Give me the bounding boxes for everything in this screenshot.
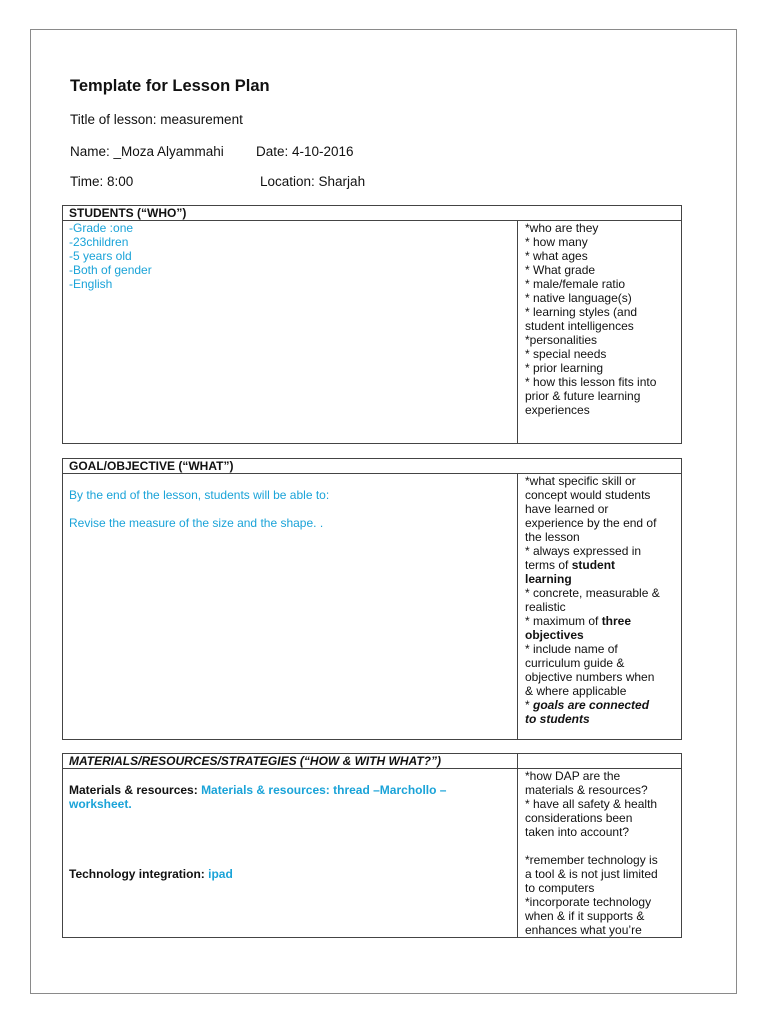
note-line: * what ages bbox=[525, 249, 588, 263]
goal-details bbox=[63, 474, 518, 740]
note-line: have learned or bbox=[525, 502, 609, 516]
note-line: * always expressed in bbox=[525, 544, 642, 558]
lesson-time: Time: 8:00 bbox=[70, 174, 134, 189]
technology-integration bbox=[69, 867, 517, 881]
note-line: a tool & is not just limited bbox=[525, 867, 658, 881]
note-line: *remember technology is bbox=[525, 853, 658, 867]
resources-value-cont: worksheet. bbox=[69, 797, 132, 811]
lesson-title: Title of lesson: measurement bbox=[70, 112, 243, 127]
note-line: * how this lesson fits into bbox=[525, 375, 657, 389]
materials-header-blank bbox=[518, 754, 682, 769]
note-line: * include name of bbox=[525, 642, 618, 656]
resources-value: Materials & resources: thread –Marchollo – bbox=[201, 783, 447, 797]
note-text: * maximum of bbox=[525, 614, 602, 628]
note-line: * special needs bbox=[525, 347, 607, 361]
materials-resources bbox=[69, 783, 517, 797]
students-details bbox=[63, 221, 518, 444]
note-line: * What grade bbox=[525, 263, 596, 277]
note-line: & where applicable bbox=[525, 684, 627, 698]
note-line: objectives bbox=[525, 628, 584, 642]
note-emphasis: student bbox=[571, 558, 616, 572]
note-line: enhances what you’re bbox=[525, 923, 642, 937]
lesson-location: Location: Sharjah bbox=[260, 174, 366, 189]
note-line: realistic bbox=[525, 600, 566, 614]
note-emphasis: goals are connected bbox=[533, 698, 650, 712]
note-line: *incorporate technology bbox=[525, 895, 652, 909]
note-line: * learning styles (and bbox=[525, 305, 638, 319]
note-line: * male/female ratio bbox=[525, 277, 626, 291]
goal-line: By the end of the lesson, students will be able to: bbox=[69, 488, 330, 502]
note-line: when & if it supports & bbox=[525, 909, 645, 923]
tech-label: Technology integration: bbox=[69, 867, 209, 881]
resources-label: Materials & resources: bbox=[69, 783, 202, 797]
note-text: terms of bbox=[525, 558, 572, 572]
materials-table bbox=[62, 753, 682, 938]
note-line: *what specific skill or bbox=[525, 474, 636, 488]
note-line: the lesson bbox=[525, 530, 580, 544]
students-item: -English bbox=[69, 277, 113, 291]
note-line: *who are they bbox=[525, 221, 599, 235]
lesson-date: Date: 4-10-2016 bbox=[256, 144, 354, 159]
goal-header: GOAL/OBJECTIVE (“WHAT”) bbox=[63, 459, 682, 474]
goal-notes bbox=[518, 474, 682, 740]
note-line: * prior learning bbox=[525, 361, 604, 375]
note-line: * concrete, measurable & bbox=[525, 586, 660, 600]
note-line: *personalities bbox=[525, 333, 598, 347]
note-line: taken into account? bbox=[525, 825, 630, 839]
note-line: curriculum guide & bbox=[525, 656, 625, 670]
goal-table bbox=[62, 458, 682, 740]
note-text: * bbox=[525, 698, 534, 712]
note-spacer bbox=[525, 839, 681, 853]
note-line: *how DAP are the bbox=[525, 769, 621, 783]
note-line: experiences bbox=[525, 403, 590, 417]
note-line: to computers bbox=[525, 881, 595, 895]
students-item: -5 years old bbox=[69, 249, 132, 263]
note-line: student intelligences bbox=[525, 319, 634, 333]
note-line bbox=[525, 558, 681, 572]
note-line: concept would students bbox=[525, 488, 651, 502]
students-item: -Both of gender bbox=[69, 263, 152, 277]
note-line: * have all safety & health bbox=[525, 797, 658, 811]
students-header: STUDENTS (“WHO”) bbox=[63, 206, 682, 221]
note-line: * native language(s) bbox=[525, 291, 632, 305]
note-line: to students bbox=[525, 712, 590, 726]
note-line: experience by the end of bbox=[525, 516, 657, 530]
note-line: learning bbox=[525, 572, 572, 586]
students-table bbox=[62, 205, 682, 444]
note-line: considerations been bbox=[525, 811, 633, 825]
note-line: materials & resources? bbox=[525, 783, 648, 797]
document-title: Template for Lesson Plan bbox=[70, 77, 270, 95]
students-item: -23children bbox=[69, 235, 129, 249]
students-notes bbox=[518, 221, 682, 444]
goal-line: Revise the measure of the size and the shape. . bbox=[69, 516, 324, 530]
materials-details bbox=[63, 769, 518, 938]
tech-value: ipad bbox=[208, 867, 233, 881]
note-line: prior & future learning bbox=[525, 389, 641, 403]
materials-header: MATERIALS/RESOURCES/STRATEGIES (“HOW & WITH WHAT?”) bbox=[63, 754, 518, 769]
note-line bbox=[525, 614, 681, 628]
note-line bbox=[525, 698, 681, 712]
materials-notes bbox=[518, 769, 682, 938]
teacher-name: Name: _Moza Alyammahi bbox=[70, 144, 224, 159]
note-line: * how many bbox=[525, 235, 588, 249]
note-line: objective numbers when bbox=[525, 670, 655, 684]
note-emphasis: three bbox=[601, 614, 632, 628]
students-item: -Grade :one bbox=[69, 221, 134, 235]
